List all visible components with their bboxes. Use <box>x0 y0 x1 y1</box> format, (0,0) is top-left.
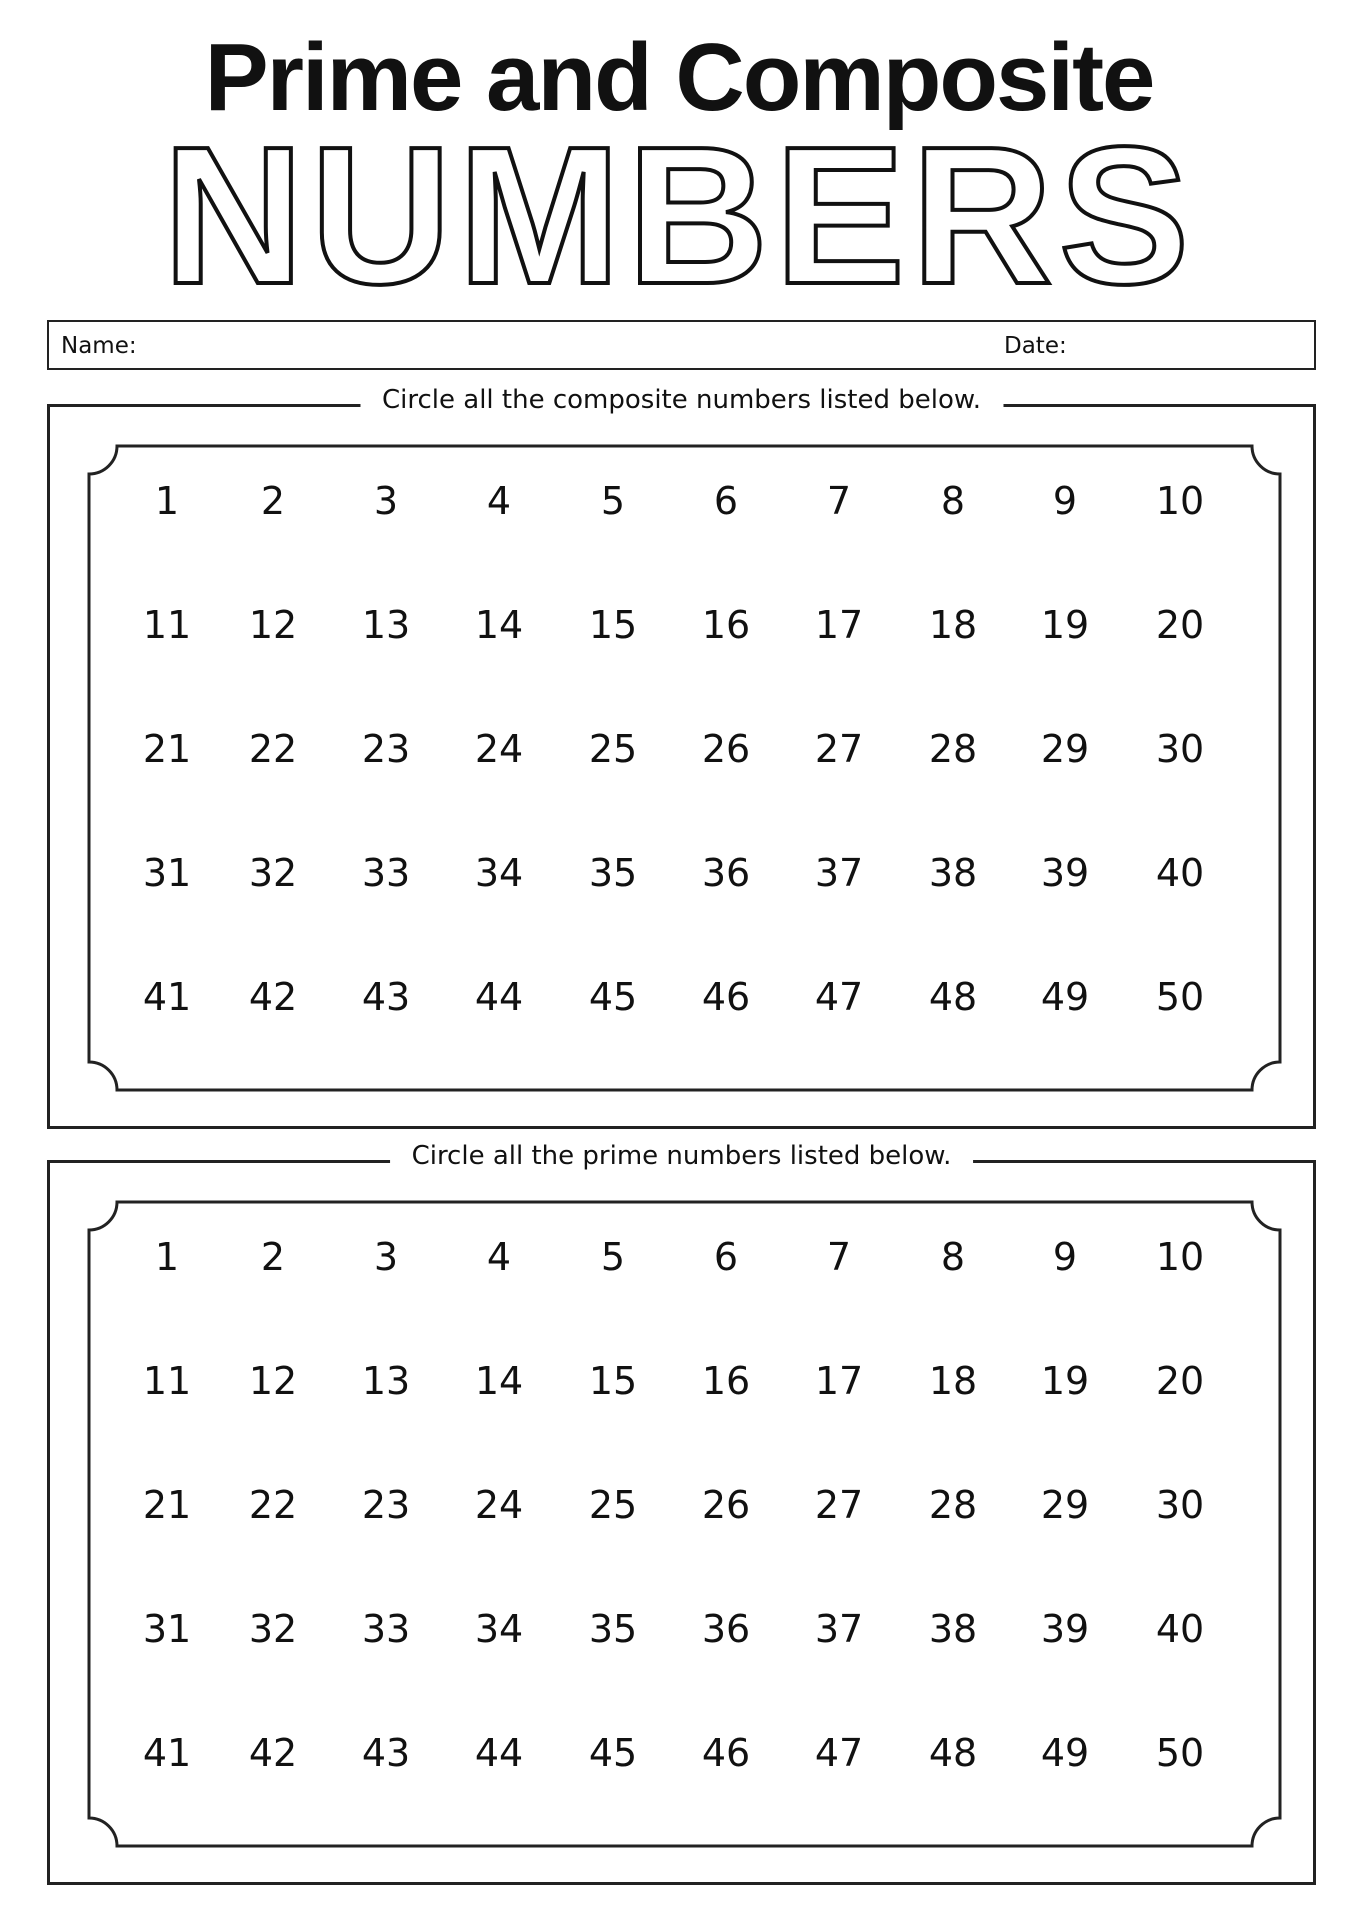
number-item[interactable]: 38 <box>928 851 978 895</box>
number-item[interactable]: 3 <box>373 479 399 523</box>
number-item[interactable]: 50 <box>1155 975 1205 1019</box>
number-item[interactable]: 19 <box>1040 1359 1090 1403</box>
number-item[interactable]: 18 <box>928 1359 978 1403</box>
number-item[interactable]: 30 <box>1155 1483 1205 1527</box>
number-item[interactable]: 9 <box>1052 1235 1078 1279</box>
number-item[interactable]: 7 <box>826 479 852 523</box>
number-item[interactable]: 6 <box>713 1235 739 1279</box>
number-item[interactable]: 24 <box>474 1483 524 1527</box>
number-item[interactable]: 39 <box>1040 851 1090 895</box>
number-item[interactable]: 9 <box>1052 479 1078 523</box>
number-item[interactable]: 18 <box>928 603 978 647</box>
prime-number-grid <box>87 1200 1282 1848</box>
number-item[interactable]: 24 <box>474 727 524 771</box>
number-item[interactable]: 16 <box>701 603 751 647</box>
number-item[interactable]: 40 <box>1155 1607 1205 1651</box>
prime-section <box>47 1141 1316 1885</box>
number-item[interactable]: 1 <box>154 1235 180 1279</box>
number-item[interactable]: 27 <box>814 727 864 771</box>
number-item[interactable]: 17 <box>814 603 864 647</box>
number-item[interactable]: 36 <box>701 851 751 895</box>
composite-instruction: Circle all the composite numbers listed below. <box>360 385 1003 415</box>
number-item[interactable]: 34 <box>474 851 524 895</box>
number-item[interactable]: 23 <box>361 727 411 771</box>
number-item[interactable]: 48 <box>928 1731 978 1775</box>
number-item[interactable]: 35 <box>588 1607 638 1651</box>
number-item[interactable]: 36 <box>701 1607 751 1651</box>
date-label: Date: <box>1004 333 1067 359</box>
number-item[interactable]: 12 <box>248 1359 298 1403</box>
number-item[interactable]: 47 <box>814 1731 864 1775</box>
number-item[interactable]: 50 <box>1155 1731 1205 1775</box>
number-item[interactable]: 11 <box>142 603 192 647</box>
number-item[interactable]: 32 <box>248 1607 298 1651</box>
number-item[interactable]: 33 <box>361 851 411 895</box>
number-item[interactable]: 20 <box>1155 1359 1205 1403</box>
number-item[interactable]: 16 <box>701 1359 751 1403</box>
composite-number-grid <box>87 444 1282 1092</box>
number-item[interactable]: 6 <box>713 479 739 523</box>
worksheet-title-outline: NUMBERS <box>162 106 1196 325</box>
number-item[interactable]: 39 <box>1040 1607 1090 1651</box>
name-label: Name: <box>61 333 137 359</box>
number-item[interactable]: 4 <box>486 1235 512 1279</box>
number-item[interactable]: 25 <box>588 727 638 771</box>
number-item[interactable]: 34 <box>474 1607 524 1651</box>
number-item[interactable]: 46 <box>701 975 751 1019</box>
number-item[interactable]: 43 <box>361 1731 411 1775</box>
number-item[interactable]: 41 <box>142 1731 192 1775</box>
number-item[interactable]: 10 <box>1155 479 1205 523</box>
number-item[interactable]: 5 <box>600 479 626 523</box>
worksheet-title: Prime and Composite <box>204 24 1154 131</box>
number-item[interactable]: 38 <box>928 1607 978 1651</box>
number-item[interactable]: 27 <box>814 1483 864 1527</box>
number-item[interactable]: 1 <box>154 479 180 523</box>
number-item[interactable]: 37 <box>814 851 864 895</box>
number-item[interactable]: 29 <box>1040 727 1090 771</box>
number-item[interactable]: 12 <box>248 603 298 647</box>
number-item[interactable]: 29 <box>1040 1483 1090 1527</box>
number-item[interactable]: 31 <box>142 851 192 895</box>
number-item[interactable]: 40 <box>1155 851 1205 895</box>
number-item[interactable]: 45 <box>588 1731 638 1775</box>
number-item[interactable]: 33 <box>361 1607 411 1651</box>
number-item[interactable]: 3 <box>373 1235 399 1279</box>
number-item[interactable]: 2 <box>260 1235 286 1279</box>
number-item[interactable]: 31 <box>142 1607 192 1651</box>
number-item[interactable]: 28 <box>928 727 978 771</box>
number-item[interactable]: 42 <box>248 975 298 1019</box>
number-item[interactable]: 11 <box>142 1359 192 1403</box>
number-item[interactable]: 7 <box>826 1235 852 1279</box>
number-item[interactable]: 21 <box>142 1483 192 1527</box>
number-item[interactable]: 25 <box>588 1483 638 1527</box>
number-item[interactable]: 10 <box>1155 1235 1205 1279</box>
number-item[interactable]: 46 <box>701 1731 751 1775</box>
number-item[interactable]: 26 <box>701 1483 751 1527</box>
name-date-bar <box>47 320 1316 370</box>
composite-section <box>47 385 1316 1129</box>
number-item[interactable]: 37 <box>814 1607 864 1651</box>
number-item[interactable]: 2 <box>260 479 286 523</box>
number-item[interactable]: 13 <box>361 1359 411 1403</box>
number-item[interactable]: 22 <box>248 1483 298 1527</box>
number-item[interactable]: 48 <box>928 975 978 1019</box>
number-item[interactable]: 21 <box>142 727 192 771</box>
number-item[interactable]: 5 <box>600 1235 626 1279</box>
number-item[interactable]: 20 <box>1155 603 1205 647</box>
number-item[interactable]: 17 <box>814 1359 864 1403</box>
number-item[interactable]: 8 <box>940 1235 966 1279</box>
number-item[interactable]: 35 <box>588 851 638 895</box>
number-item[interactable]: 22 <box>248 727 298 771</box>
number-item[interactable]: 44 <box>474 975 524 1019</box>
number-item[interactable]: 14 <box>474 1359 524 1403</box>
number-item[interactable]: 41 <box>142 975 192 1019</box>
number-item[interactable]: 23 <box>361 1483 411 1527</box>
number-item[interactable]: 44 <box>474 1731 524 1775</box>
number-item[interactable]: 4 <box>486 479 512 523</box>
number-item[interactable]: 15 <box>588 603 638 647</box>
number-item[interactable]: 19 <box>1040 603 1090 647</box>
number-item[interactable]: 43 <box>361 975 411 1019</box>
number-item[interactable]: 28 <box>928 1483 978 1527</box>
number-item[interactable]: 49 <box>1040 975 1090 1019</box>
number-item[interactable]: 30 <box>1155 727 1205 771</box>
number-item[interactable]: 42 <box>248 1731 298 1775</box>
number-item[interactable]: 8 <box>940 479 966 523</box>
number-item[interactable]: 47 <box>814 975 864 1019</box>
number-item[interactable]: 32 <box>248 851 298 895</box>
prime-instruction: Circle all the prime numbers listed below. <box>390 1141 974 1171</box>
number-item[interactable]: 13 <box>361 603 411 647</box>
number-item[interactable]: 26 <box>701 727 751 771</box>
number-item[interactable]: 49 <box>1040 1731 1090 1775</box>
number-item[interactable]: 45 <box>588 975 638 1019</box>
number-item[interactable]: 15 <box>588 1359 638 1403</box>
number-item[interactable]: 14 <box>474 603 524 647</box>
